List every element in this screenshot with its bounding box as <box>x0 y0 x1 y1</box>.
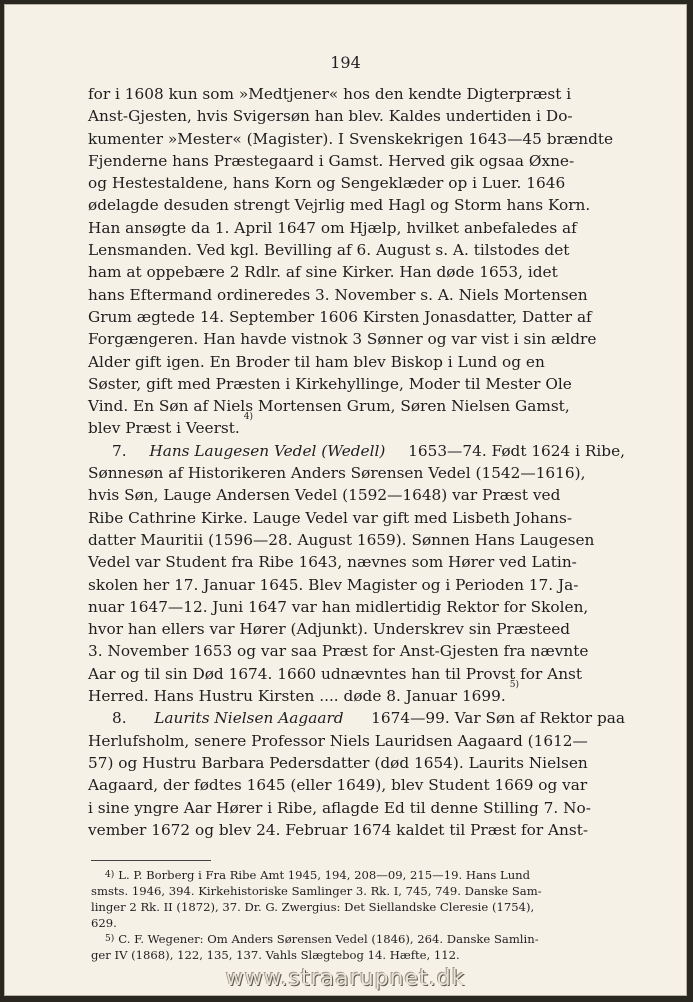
footnote-line <box>91 931 626 947</box>
line-text: ødelagde desuden strengt Vejrlig med Hagl og Storm hans Korn. <box>88 196 591 215</box>
line-text: Herlufsholm, senere Professor Niels Lauridsen Aagaard (1612— <box>88 731 588 750</box>
line-text: skolen her 17. Januar 1645. Blev Magister og i Perioden 17. Ja- <box>88 575 579 594</box>
text-line <box>88 507 625 529</box>
line-text: hvis Søn, Lauge Andersen Vedel (1592—1648) var Præst ved <box>88 486 561 505</box>
text-line <box>88 217 625 239</box>
footnote-rule <box>91 860 211 861</box>
line-text: og Hestestaldene, hans Korn og Sengeklæder op i Luer. 1646 <box>88 174 566 193</box>
footnote-ref-4: 4) <box>243 412 254 423</box>
line-text: 1653—74. Født 1624 i Ribe, <box>408 441 625 460</box>
text-line <box>88 574 625 596</box>
text-line <box>88 328 625 350</box>
entry-number: 7. <box>112 441 127 460</box>
line-text: hvor han ellers var Hører (Adjunkt). Underskrev sin Præsteed <box>88 620 571 639</box>
page-number: 194 <box>330 53 361 72</box>
text-line <box>88 373 625 395</box>
text-line <box>88 462 625 484</box>
line-text: Aagaard, der fødtes 1645 (eller 1649), blev Student 1669 og var <box>88 776 588 795</box>
line-text: hans Eftermand ordineredes 3. November s. A. Niels Mortensen <box>88 285 588 304</box>
line-text: Lensmanden. Ved kgl. Bevilling af 6. August s. A. tilstodes det <box>88 241 570 260</box>
footnote-mark: 5) <box>105 934 115 944</box>
text-line <box>88 680 625 707</box>
text-line <box>88 351 625 373</box>
line-text: 3. November 1653 og var saa Præst for Anst-Gjesten fra nævnte <box>88 642 589 661</box>
entry-name: Laurits Nielsen Aagaard <box>154 709 344 728</box>
line-text: vember 1672 og blev 24. Februar 1674 kaldet til Præst for Anst- <box>88 820 589 839</box>
footnote-line <box>91 947 626 963</box>
entry-name: Hans Laugesen Vedel (Wedell) <box>149 441 386 460</box>
text-line <box>88 819 625 841</box>
text-line <box>88 752 625 774</box>
line-text: Anst-Gjesten, hvis Svigersøn han blev. Kaldes undertiden i Do- <box>88 107 573 126</box>
text-line <box>88 306 625 328</box>
line-text: Vind. En Søn af Niels Mortensen Grum, Søren Nielsen Gamst, <box>88 397 570 416</box>
text-line <box>88 83 625 105</box>
line-text: blev Præst i Veerst. <box>88 419 240 438</box>
line-text: Vedel var Student fra Ribe 1643, nævnes som Hører ved Latin- <box>88 553 577 572</box>
text-line <box>88 150 625 172</box>
line-text: for i 1608 kun som »Medtjener« hos den kendte Digterpræst i <box>88 85 572 103</box>
line-text: ham at oppebære 2 Rdlr. af sine Kirker. Han døde 1653, idet <box>88 263 558 282</box>
text-line <box>88 774 625 796</box>
text-line <box>88 128 625 150</box>
line-text: Ribe Cathrine Kirke. Lauge Vedel var gift med Lisbeth Johans- <box>88 508 573 527</box>
text-line <box>88 261 625 283</box>
footnote-line <box>91 915 626 931</box>
line-text: Søster, gift med Præsten i Kirkehyllinge, Moder til Mester Ole <box>88 374 572 393</box>
line-text: 57) og Hustru Barbara Pedersdatter (død 1654). Laurits Nielsen <box>88 753 588 772</box>
line-text: Herred. Hans Hustru Kirsten .... døde 8. Januar 1699. <box>88 687 506 706</box>
footnote-text: smsts. 1946, 394. Kirkehistoriske Samlinger 3. Rk. I, 745, 749. Danske Sam- <box>91 884 542 898</box>
text-line <box>88 172 625 194</box>
line-text: datter Mauritii (1596—28. August 1659). Sønnen Hans Laugesen <box>88 530 595 549</box>
book-page <box>4 4 687 996</box>
text-line <box>88 105 625 127</box>
footnote-text: ger IV (1868), 122, 135, 137. Vahls Slægtebog 14. Hæfte, 112. <box>91 948 460 962</box>
line-text: nuar 1647—12. Juni 1647 var han midlertidig Rektor for Skolen, <box>88 597 589 616</box>
text-line <box>88 529 625 551</box>
footnote-line <box>91 867 626 883</box>
line-text: Forgængeren. Han havde vistnok 3 Sønner og var vist i sin ældre <box>88 330 597 349</box>
text-line <box>88 440 625 462</box>
text-line <box>88 797 625 819</box>
footnote-line <box>91 899 626 915</box>
text-line <box>88 395 625 417</box>
text-line <box>88 194 625 216</box>
text-line <box>88 618 625 640</box>
text-line <box>88 730 625 752</box>
text-line <box>88 412 625 439</box>
text-line <box>88 707 625 729</box>
footnote-line <box>91 883 626 899</box>
footnote-mark: 4) <box>105 870 115 880</box>
text-line <box>88 239 625 261</box>
footnote-text: L. P. Borberg i Fra Ribe Amt 1945, 194, 208—09, 215—19. Hans Lund <box>118 868 531 882</box>
text-line <box>88 640 625 662</box>
line-text: Aar og til sin Død 1674. 1660 udnævntes han til Provst for Anst <box>88 664 583 683</box>
line-text: Fjenderne hans Præstegaard i Gamst. Herved gik ogsaa Øxne- <box>88 151 575 170</box>
watermark-text: www.straarupnet.dk <box>225 966 466 991</box>
line-text: Alder gift igen. En Broder til ham blev Biskop i Lund og en <box>88 352 545 371</box>
line-text: Sønnesøn af Historikeren Anders Sørensen Vedel (1542—1616), <box>88 464 586 483</box>
text-line <box>88 663 625 685</box>
text-line <box>88 284 625 306</box>
text-line <box>88 551 625 573</box>
line-text: Han ansøgte da 1. April 1647 om Hjælp, hvilket anbefaledes af <box>88 218 577 237</box>
footnote-text: C. F. Wegener: Om Anders Sørensen Vedel (1846), 264. Danske Samlin- <box>118 932 539 946</box>
footnote-text: linger 2 Rk. II (1872), 37. Dr. G. Zwergius: Det Siellandske Cleresie (1754), <box>91 900 535 914</box>
body-text <box>88 83 625 841</box>
line-text: 1674—99. Var Søn af Rektor paa <box>371 709 625 728</box>
line-text: i sine yngre Aar Hører i Ribe, aflagde Ed til denne Stilling 7. No- <box>88 798 591 817</box>
line-text: Grum ægtede 14. September 1606 Kirsten Jonasdatter, Datter af <box>88 307 592 326</box>
footnotes <box>91 867 626 963</box>
text-line <box>88 484 625 506</box>
line-text: kumenter »Mester« (Magister). I Svenskekrigen 1643—45 brændte <box>88 129 614 148</box>
text-line <box>88 596 625 618</box>
footnote-text: 629. <box>91 916 117 930</box>
entry-number: 8. <box>112 709 127 728</box>
footnote-ref-5: 5) <box>509 680 519 691</box>
